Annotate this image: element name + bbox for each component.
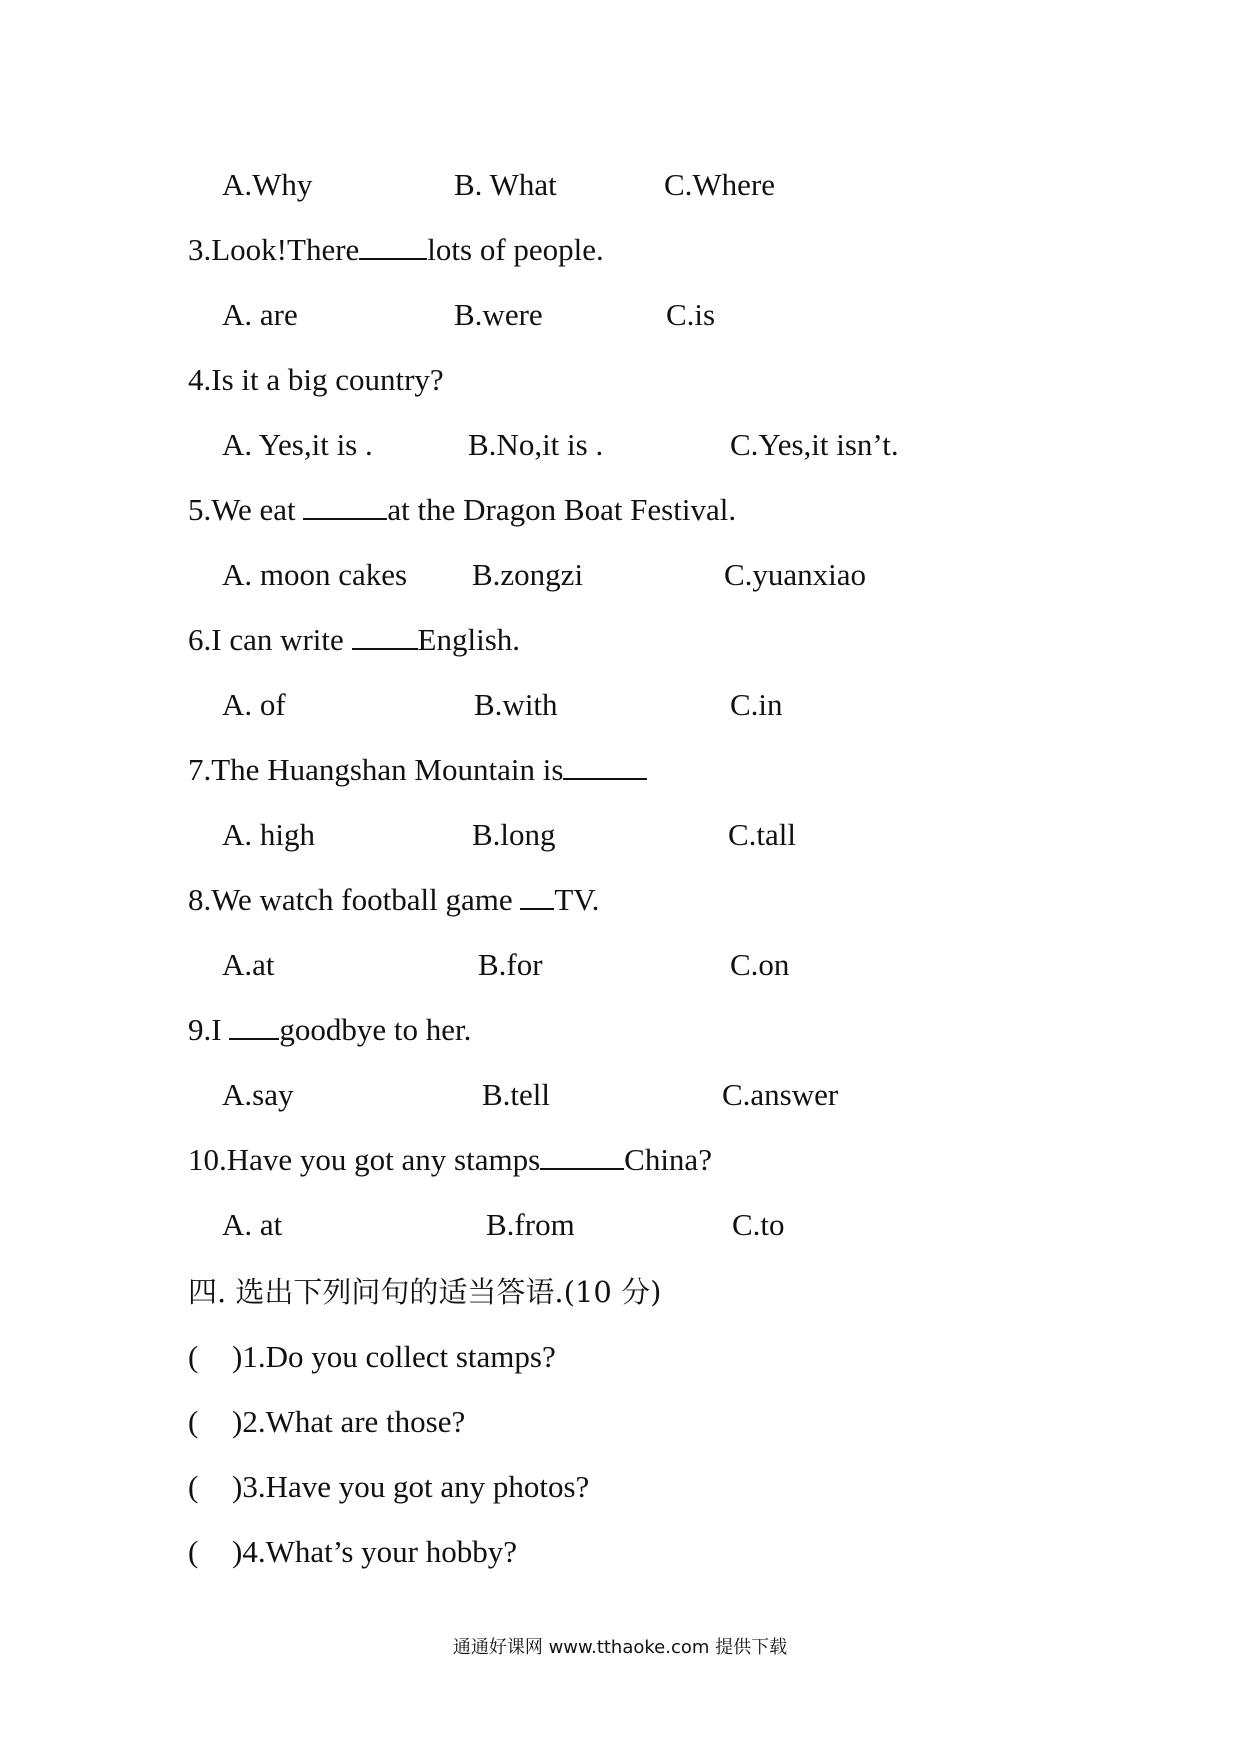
section-4-item-3 [188, 1467, 589, 1507]
q9-option-b: B.tell [482, 1077, 551, 1112]
question-3 [188, 230, 604, 270]
question-text: 8.We watch football game [188, 882, 521, 917]
answer-blank [359, 231, 427, 260]
q3-option-b: B.were [454, 297, 543, 332]
q4-option-c: C.Yes,it isn’t. [730, 427, 899, 462]
answer-blank [229, 1011, 279, 1040]
q2-option-b: B. What [454, 167, 557, 202]
q6-option-c: C.in [730, 687, 783, 722]
question-9 [188, 1010, 471, 1050]
section-4-title: 四. 选出下列问句的适当答语.(10 分) [188, 1275, 662, 1309]
q3-option-a: A. are [222, 297, 298, 332]
question-5 [188, 490, 736, 530]
question-text: 4.Is it a big country? [188, 362, 444, 397]
answer-blank [520, 881, 554, 910]
page-footer: 通通好课网 www.tthaoke.com 提供下载 [452, 1637, 788, 1658]
q5-option-b: B.zongzi [472, 557, 584, 592]
q3-option-c: C.is [666, 297, 716, 332]
q10-option-c: C.to [732, 1207, 785, 1242]
section-4-item-2 [188, 1402, 465, 1442]
answer-paren: ( [188, 1469, 199, 1504]
q9-option-c: C.answer [722, 1077, 839, 1112]
q8-option-c: C.on [730, 947, 790, 982]
question-10 [188, 1140, 712, 1180]
q2-option-c: C.Where [664, 167, 776, 202]
question-text: 6.I can write [188, 622, 352, 657]
q8-option-a: A.at [222, 947, 275, 982]
question-text-end: China? [624, 1142, 712, 1177]
question-7 [188, 750, 647, 790]
answer-blank [563, 751, 647, 780]
section-4-item-1 [188, 1337, 556, 1377]
answer-blank [540, 1141, 624, 1170]
question-4 [188, 360, 444, 400]
item-text: )1.Do you collect stamps? [232, 1339, 556, 1374]
q2-option-a: A.Why [222, 167, 313, 202]
section-4-item-4 [188, 1532, 517, 1572]
q4-option-a: A. Yes,it is . [222, 427, 373, 462]
question-text-end: lots of people. [427, 232, 604, 267]
answer-paren: ( [188, 1534, 199, 1569]
q5-option-a: A. moon cakes [222, 557, 408, 592]
answer-blank [303, 491, 387, 520]
q9-option-a: A.say [222, 1077, 294, 1112]
question-text-end: at the Dragon Boat Festival. [387, 492, 737, 527]
q6-option-a: A. of [222, 687, 286, 722]
q10-option-a: A. at [222, 1207, 283, 1242]
question-text: 3.Look!There [188, 232, 360, 267]
q10-option-b: B.from [486, 1207, 575, 1242]
question-6 [188, 620, 520, 660]
q4-option-b: B.No,it is . [468, 427, 604, 462]
question-text: 9.I [188, 1012, 230, 1047]
question-text: 7.The Huangshan Mountain is [188, 752, 564, 787]
question-text-end: goodbye to her. [279, 1012, 472, 1047]
item-text: )4.What’s your hobby? [232, 1534, 517, 1569]
q6-option-b: B.with [474, 687, 558, 722]
answer-paren: ( [188, 1339, 199, 1374]
answer-paren: ( [188, 1404, 199, 1439]
q5-option-c: C.yuanxiao [724, 557, 867, 592]
item-text: )3.Have you got any photos? [232, 1469, 590, 1504]
q7-option-a: A. high [222, 817, 315, 852]
question-text: 10.Have you got any stamps [188, 1142, 541, 1177]
question-text-end: TV. [554, 882, 600, 917]
question-text-end: English. [417, 622, 521, 657]
q8-option-b: B.for [478, 947, 543, 982]
question-text: 5.We eat [188, 492, 304, 527]
q7-option-b: B.long [472, 817, 556, 852]
answer-blank [352, 621, 418, 650]
item-text: )2.What are those? [232, 1404, 466, 1439]
q7-option-c: C.tall [728, 817, 797, 852]
question-8 [188, 880, 599, 920]
